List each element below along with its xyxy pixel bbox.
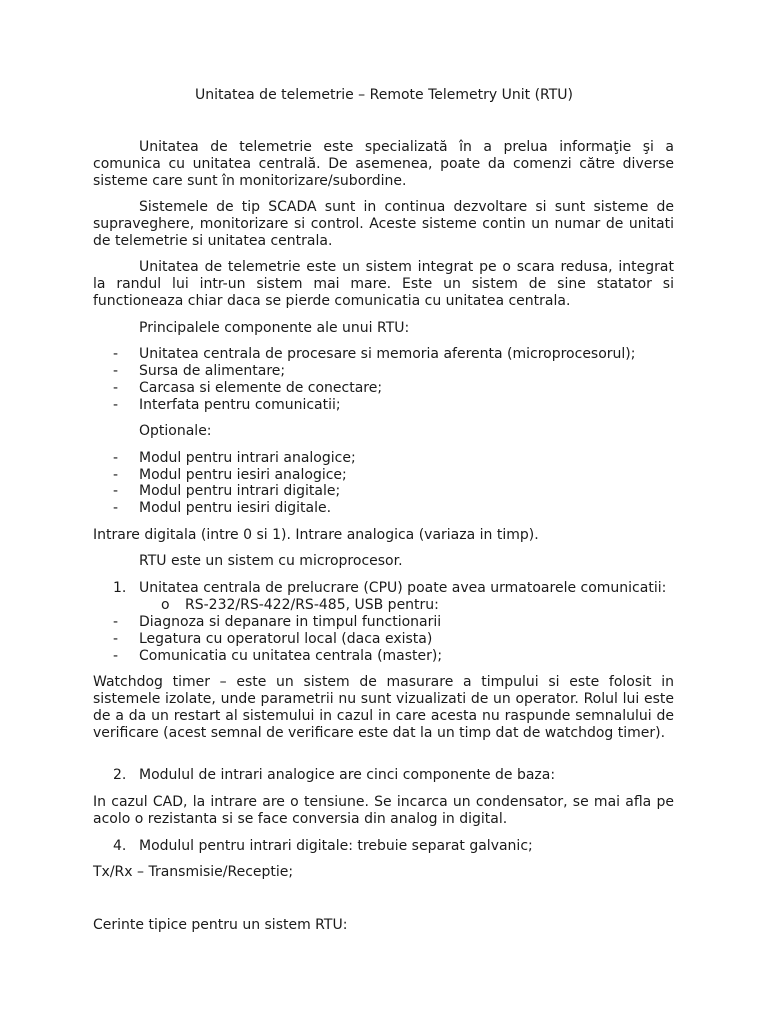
- paragraph: Principalele componente ale unui RTU:: [139, 320, 410, 336]
- paragraph: Sistemele de tip SCADA sunt in continua dezvoltare si sunt sisteme de supraveghere, monitorizare si control. Aceste sisteme contin un numar de unitati de telemetrie si unitatea centrala.: [93, 199, 674, 249]
- paragraph: Optionale:: [139, 423, 212, 439]
- paragraph: RTU este un sistem cu microprocesor.: [139, 553, 403, 569]
- paragraph: Intrare digitala (intre 0 si 1). Intrare analogica (variaza in timp).: [93, 527, 539, 543]
- paragraph: Unitatea de telemetrie este specializată în a prelua informaţie şi a comunica cu unitatea centrală. De asemenea, poate da comenzi către diverse sisteme care sunt în monitorizare/subordine.: [93, 139, 674, 189]
- paragraph: Cerinte tipice pentru un sistem RTU:: [93, 917, 348, 933]
- paragraph: Unitatea de telemetrie este un sistem integrat pe o scara redusa, integrat la randul lui intr-un sistem mai mare. Este un sistem de sine statator si functioneaza chiar daca se pierde comunicatia cu unitatea centrala.: [93, 259, 674, 309]
- document-title: Unitatea de telemetrie – Remote Telemetry Unit (RTU): [194, 87, 574, 103]
- paragraph: In cazul CAD, la intrare are o tensiune. Se incarca un condensator, se mai afla pe acolo o rezistanta si se face conversia din analog in digital.: [93, 794, 674, 827]
- paragraph: Tx/Rx – Transmisie/Receptie;: [93, 864, 294, 880]
- document-page: Unitatea de telemetrie – Remote Telemetry Unit (RTU) Unitatea de telemetrie este specializată în a prelua informaţie şi a comunica cu unitatea centrală. De asemenea, poate da comenzi către diverse sisteme care sunt în monitorizare/subordine. Sistemele de tip SCADA sunt in continua dezvoltare si sunt sisteme de supraveghere, monitorizare si control. Aceste sisteme contin un numar de unitati de telemetrie si unitatea centrala. Unitatea de telemetrie este un sistem integrat pe o scara redusa, integrat la randul lui intr-un sistem mai mare. Este un sistem de sine statator si functioneaza chiar daca se pierde comunicatia cu unitatea centrala. Principalele componente ale unui RTU: - Unitatea centrala de procesare si memoria aferenta (microprocesorul); - Sursa de alimentare; - Carcasa si elemente de conectare; - Interfata pentru comunicatii; Optionale: - Modul pentru intrari analogice; - Modul pentru iesiri analogice; - Modul pentru intrari digitale; - Modul pentru iesiri digitale. Intrare digitala (intre 0 si 1). Intrare analogica (variaza in timp). RTU este un sistem cu microprocesor. 1. Unitatea centrala de prelucrare (CPU) poate avea urmatoarele comunicatii: o RS-232/RS-422/RS-485, USB pentru: - Diagnoza si depanare in timpul functionarii - Legatura cu operatorul local (daca exista) - Comunicatia cu unitatea centrala (master); Watchdog timer – este un sistem de masurare a timpului si este folosit in sistemele izolate, unde parametrii nu sunt vizualizati de un operator. Rolul lui este de a da un restart al sistemului in cazul in care acesta nu raspunde semnalului de verificare (acest semnal de verificare este dat la un timp dat de watchdog timer). 2. Modulul de intrari analogice are cinci componente de baza: In cazul CAD, la intrare are o tensiune. Se incarca un condensator, se mai afla pe acolo o rezistanta si se face conversia din analog in digital. 4. Modulul pentru intrari digitale: trebuie separat galvanic; Tx/Rx – Transmisie/Receptie; Cerinte tipice pentru un sistem RTU:: [0, 0, 768, 1024]
- paragraph: Watchdog timer – este un sistem de masurare a timpului si este folosit in sistemele izolate, unde parametrii nu sunt vizualizati de un operator. Rolul lui este de a da un restart al sistemului in cazul in care acesta nu raspunde semnalului de verificare (acest semnal de verificare este dat la un timp dat de watchdog timer).: [93, 674, 674, 741]
